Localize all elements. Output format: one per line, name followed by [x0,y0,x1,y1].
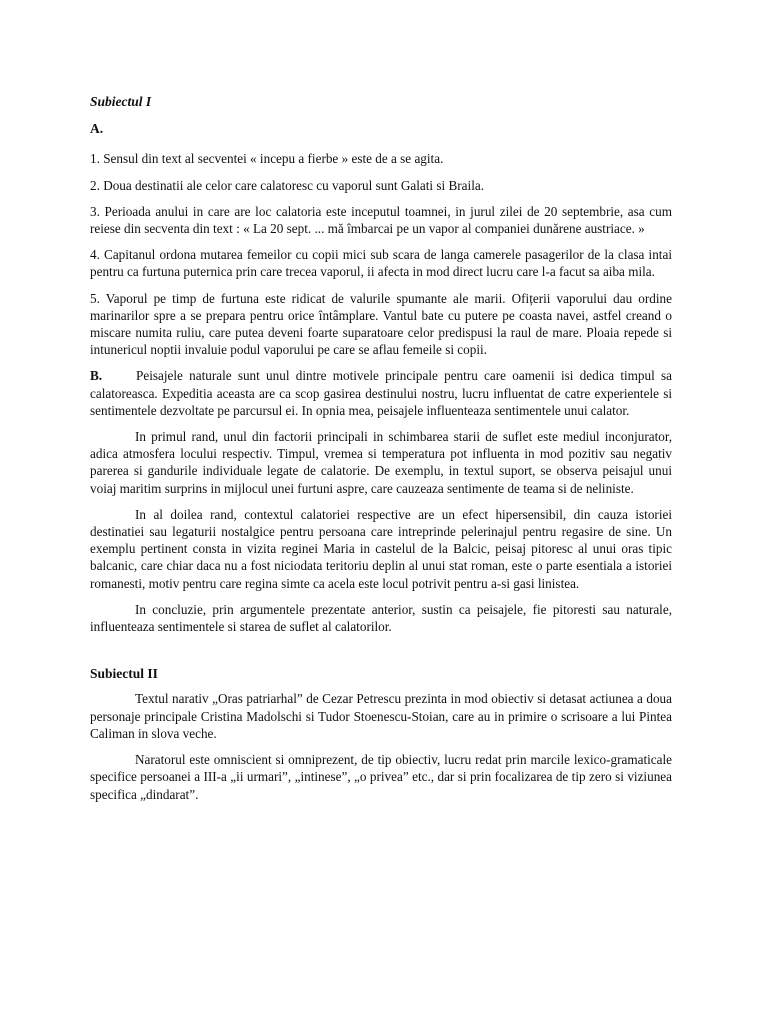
answer-item: 2. Doua destinatii ale celor care calatoresc cu vaporul sunt Galati si Braila. [90,177,485,193]
essay-paragraph: In primul rand, unul din factorii principali in schimbarea starii de suflet este mediul inconjurator, adica atmosfera locului respectiv. Timpul, vremea si temperatura pot influenta in mod pozitiv sau negativ parerea si gandurile individuale legate de calatorie. De exemplu, in textul suport, se observa peisajul unui voiaj maritim surprins in mijlocul unei furtuni aspre, care cauzeaza sentimente de teama si de neliniste. [90,429,672,496]
section-heading-subiectul-1: Subiectul I [90,94,152,109]
section2-paragraph: Textul narativ „Oras patriarhal” de Cezar Petrescu prezinta in mod obiectiv si detasat actiunea a doua personaje principale Cristina Madolschi si Tudor Stoenescu-Stoian, care au in primire o scrisoare a lui Pintea Caliman in slova veche. [90,691,672,741]
answer-item: 1. Sensul din text al secventei « incepu a fierbe » este de a se agita. [90,151,444,167]
essay-intro-paragraph [90,367,672,419]
part-b-label: B. [90,368,103,384]
answer-item: 5. Vaporul pe timp de furtuna este ridicat de valurile spumante ale marii. Ofițerii vaporului dau ordine marinarilor spre a se prepara pentru orice întâmplare. Vantul bate cu putere pe coasta navei, astfel creand o miscare numita ruliu, care putea deveni foarte suparatoare celor predispusi la raul de mare. Ploaia repede si intunericul noptii invaluie podul vaporului pe care se aflau femeile si copii. [90,290,672,358]
section2-paragraph: Naratorul este omniscient si omniprezent, de tip obiectiv, lucru redat prin marcile lexico-gramaticale specifice persoanei a III-a „ii urmari”, „intinese”, „o privea” etc., dar si prin focalizarea de tip zero si viziunea specifica „dindarat”. [90,752,672,802]
part-a-label: A. [90,121,104,137]
section-heading-subiectul-2: Subiectul II [90,666,158,682]
essay-intro-text: Peisajele naturale sunt unul dintre motivele principale pentru care oamenii isi dedica timpul sa calatoreasca. Expeditia aceasta are ca scop gasirea destinului nostru, lucru influentat de catre experientele si sentimentele dezvoltate pe parcursul ei. In opnia mea, peisajele influenteaza sentimentele unui calator. [90,368,672,418]
answer-item: 4. Capitanul ordona mutarea femeilor cu copii mici sub scara de langa camerele pasagerilor de la clasa intai pentru ca furtuna puternica prin care trecea vaporul, ii afecta in mod direct lucru care l-a facut sa aiba mila. [90,247,672,280]
essay-paragraph: In al doilea rand, contextul calatoriei respective are un efect hipersensibil, din cauza istoriei destinatiei sau legaturii nostalgice pentru persoana care intreprinde pelerinajul pentru regasire de sine. Un exemplu pertinent consta in vizita reginei Maria in castelul de la Balcic, peisaj pitoresc al unui oras tipic balcanic, care chiar daca nu a fost niciodata teritoriu deplin al unui stat roman, este o parte esentiala a istoriei romanesti, motiv pentru care regina simte ca acela este locul potrivit pentru a-si gasi linistea. [90,506,672,591]
essay-paragraph: In concluzie, prin argumentele prezentate anterior, sustin ca peisajele, fie pitoresti sau naturale, influenteaza sentimentele si starea de suflet al calatorilor. [90,601,672,635]
document-body [90,93,672,812]
answer-item: 3. Perioada anului in care are loc calatoria este inceputul toamnei, in jurul zilei de 20 septembrie, asa cum reiese din secventa din text : « La 20 sept. ... mă îmbarcai pe un vapor al companiei dunărene austriace. » [90,203,672,237]
